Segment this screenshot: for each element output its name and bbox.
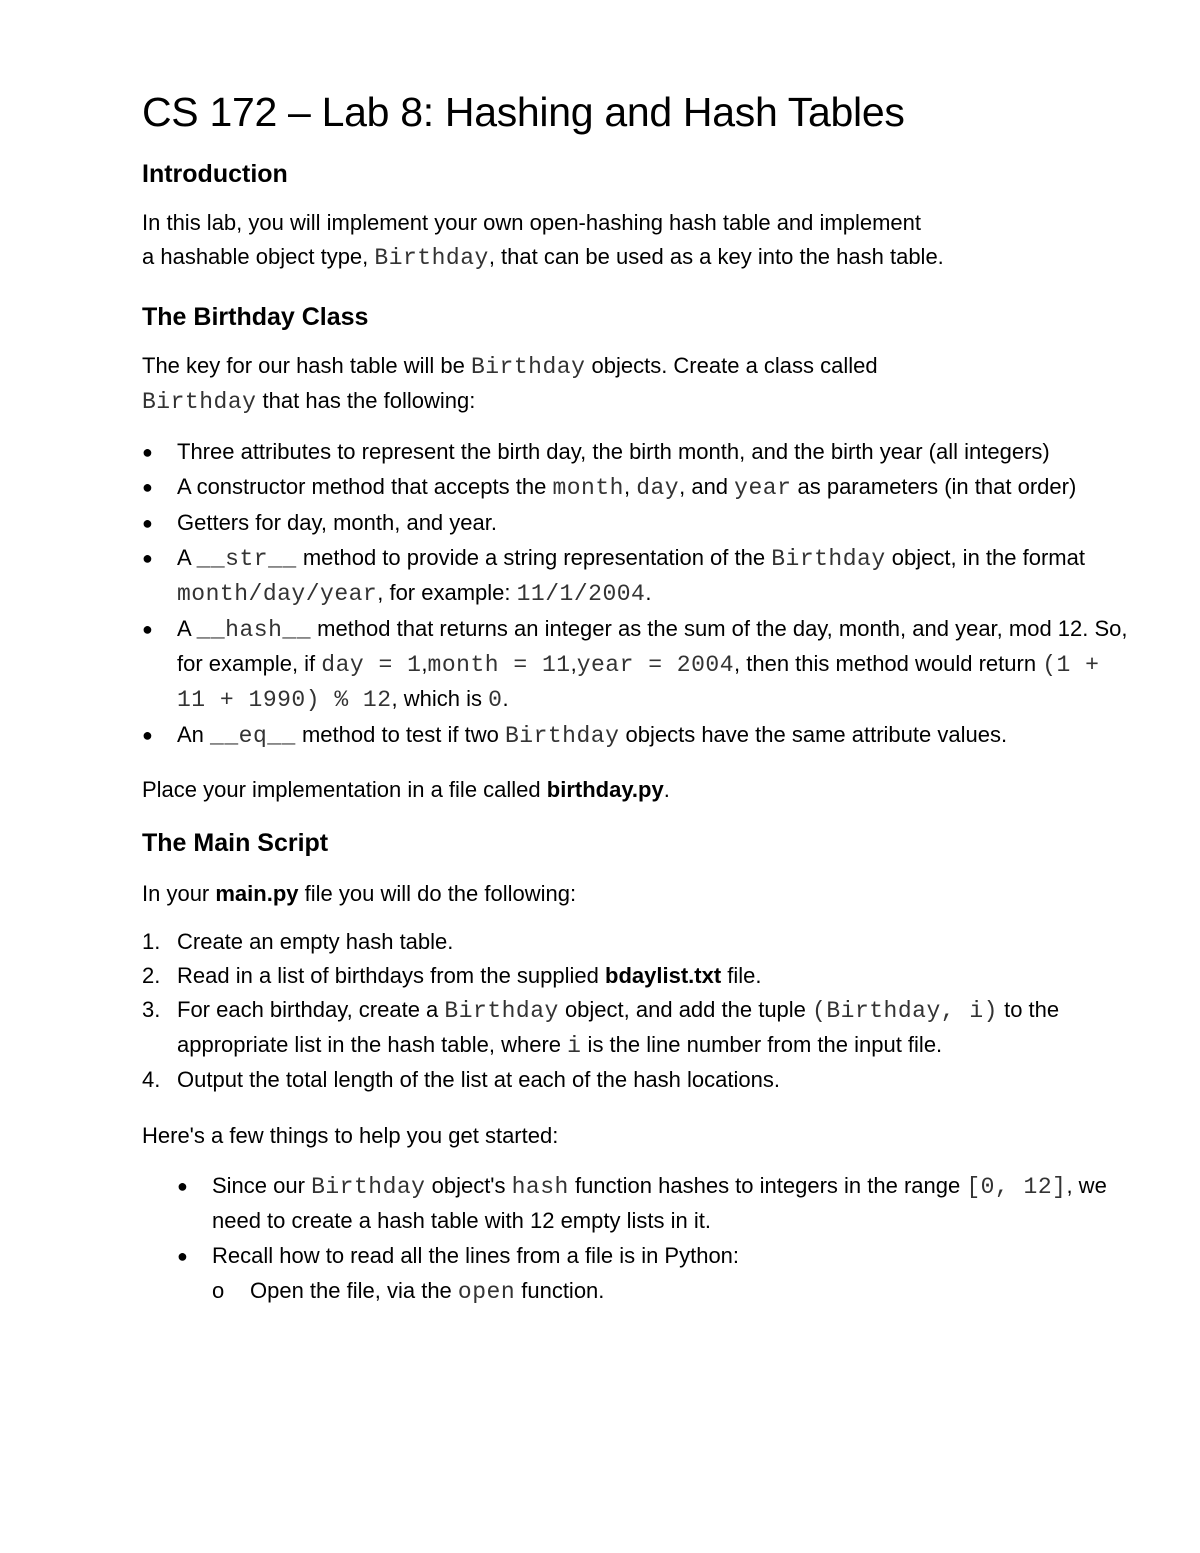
intro-heading: Introduction — [142, 160, 288, 188]
code-expression: (1 + 11 + 1990) % 12 — [177, 652, 1100, 713]
text-run: The key for our hash table will be — [142, 353, 471, 378]
code-i: i — [567, 1033, 582, 1059]
text-run: In your — [142, 881, 216, 906]
list-item-text: Three attributes to represent the birth day, the birth month, and the birth year (all integers) — [177, 439, 1050, 464]
text-run: to the appropriate list in the hash table, where — [177, 997, 1060, 1057]
text-run: objects have the same attribute values. — [619, 722, 1008, 747]
code-hash-func: hash — [511, 1174, 569, 1200]
intro-paragraph — [142, 206, 1132, 275]
birthday-requirements-list — [142, 435, 1132, 753]
list-item — [142, 1063, 1132, 1097]
text-run: A — [177, 616, 197, 641]
place-implementation-paragraph — [142, 773, 1132, 807]
text-run: objects. Create a class called — [585, 353, 878, 378]
help-intro-paragraph: Here's a few things to help you get started: — [142, 1123, 559, 1148]
list-item — [142, 470, 1132, 505]
main-steps-list — [142, 925, 1132, 1097]
text-run: object, in the format — [885, 545, 1085, 570]
text-run: method that returns an integer as the sum of the day, month, and year, mod 12. So, for example, if — [177, 616, 1128, 676]
code-eq: __eq__ — [210, 723, 296, 749]
bullet-icon: ● — [142, 619, 153, 639]
text-run: function. — [515, 1278, 605, 1303]
text-run: , and — [679, 474, 735, 499]
list-item — [142, 959, 1132, 993]
code-month-value: month = 11 — [427, 652, 571, 678]
bullet-icon: ● — [142, 725, 153, 745]
intro-line2-a: a hashable object type, — [142, 244, 375, 269]
text-run: . — [502, 686, 509, 711]
code-birthday: Birthday — [470, 354, 586, 380]
text-run: that has the following: — [256, 388, 476, 413]
circle-bullet-icon: o — [212, 1278, 225, 1303]
intro-line2-b: , that can be used as a key into the hash table. — [488, 244, 944, 269]
text-run: , for example: — [377, 580, 517, 605]
filename-birthday-py: birthday.py — [546, 777, 664, 802]
help-list — [177, 1169, 1132, 1273]
list-item — [142, 541, 1132, 611]
list-item — [142, 612, 1132, 717]
code-birthday: Birthday — [142, 389, 257, 415]
text-run: Read in a list of birthdays from the supplied — [177, 963, 606, 988]
list-item — [212, 1274, 1132, 1309]
text-run: An — [177, 722, 211, 747]
text-run: . — [663, 777, 670, 802]
text-run: Open the file, via the — [250, 1278, 458, 1303]
code-month: month — [552, 475, 624, 501]
code-example-date: 11/1/2004 — [516, 581, 646, 607]
code-birthday: Birthday — [504, 723, 620, 749]
code-birthday: Birthday — [311, 1174, 426, 1200]
main-script-heading: The Main Script — [142, 829, 329, 857]
list-item — [142, 925, 1132, 959]
list-item-text: Getters for day, month, and year. — [177, 510, 497, 535]
text-run: is the line number from the input file. — [581, 1032, 943, 1057]
filename-bdaylist: bdaylist.txt — [605, 963, 722, 988]
code-range: [0, 12] — [966, 1174, 1067, 1200]
code-day: day — [636, 475, 680, 501]
text-run: object's — [425, 1173, 512, 1198]
text-run: A — [177, 545, 197, 570]
list-number: 4. — [142, 1067, 161, 1092]
text-run: Place your implementation in a file called — [142, 777, 547, 802]
bullet-icon: ● — [142, 513, 153, 533]
code-birthday: Birthday — [771, 546, 886, 572]
help-sub-list — [212, 1274, 1132, 1309]
text-run: , — [623, 474, 637, 499]
text-run: file. — [721, 963, 762, 988]
text-run: , we need to create a hash table with 12 empty lists in it. — [212, 1173, 1107, 1233]
list-number: 3. — [142, 997, 161, 1022]
list-item-text: Recall how to read all the lines from a file is in Python: — [212, 1243, 740, 1268]
birthday-class-heading: The Birthday Class — [142, 303, 369, 331]
text-run: , — [421, 651, 428, 676]
main-script-paragraph — [142, 877, 1132, 911]
code-open: open — [457, 1279, 516, 1305]
text-run: function hashes to integers in the range — [568, 1173, 967, 1198]
document-title: CS 172 – Lab 8: Hashing and Hash Tables — [142, 89, 905, 135]
code-day-value: day = 1 — [321, 652, 422, 678]
birthday-class-paragraph — [142, 349, 1132, 419]
list-item — [177, 1239, 1132, 1273]
text-run: method to test if two — [295, 722, 505, 747]
text-run: file you will do the following: — [298, 881, 577, 906]
list-item — [142, 435, 1132, 469]
list-number: 1. — [142, 929, 161, 954]
code-year-value: year = 2004 — [576, 652, 735, 678]
intro-line1: In this lab, you will implement your own open-hashing hash table and implement — [142, 210, 921, 235]
document-page — [142, 86, 1132, 1309]
text-run: object, and add the tuple — [558, 997, 813, 1022]
bullet-icon: ● — [142, 477, 153, 497]
list-item — [142, 718, 1132, 753]
intro-code-birthday: Birthday — [374, 245, 489, 271]
code-year: year — [734, 475, 792, 501]
code-birthday: Birthday — [444, 998, 559, 1024]
list-item — [142, 506, 1132, 540]
text-run: , then this method would return — [734, 651, 1043, 676]
text-run: method to provide a string representation of the — [296, 545, 772, 570]
text-run: as parameters (in that order) — [791, 474, 1077, 499]
bullet-icon: ● — [177, 1246, 188, 1266]
list-item-text: Output the total length of the list at each of the hash locations. — [177, 1067, 780, 1092]
text-run: . — [645, 580, 652, 605]
text-run: A constructor method that accepts the — [177, 474, 553, 499]
filename-main-py: main.py — [215, 881, 299, 906]
list-item — [142, 993, 1132, 1063]
list-item — [177, 1169, 1132, 1238]
code-hash: __hash__ — [196, 617, 311, 643]
bullet-icon: ● — [177, 1176, 188, 1196]
code-str: __str__ — [196, 546, 297, 572]
bullet-icon: ● — [142, 548, 153, 568]
code-tuple: (Birthday, i) — [812, 998, 998, 1024]
code-format: month/day/year — [177, 581, 378, 607]
code-result: 0 — [488, 687, 503, 713]
list-item-text: Create an empty hash table. — [177, 929, 454, 954]
text-run: Since our — [212, 1173, 312, 1198]
bullet-icon: ● — [142, 442, 153, 462]
text-run: , which is — [391, 686, 489, 711]
text-run: For each birthday, create a — [177, 997, 445, 1022]
list-number: 2. — [142, 963, 161, 988]
text-run: , — [570, 651, 577, 676]
